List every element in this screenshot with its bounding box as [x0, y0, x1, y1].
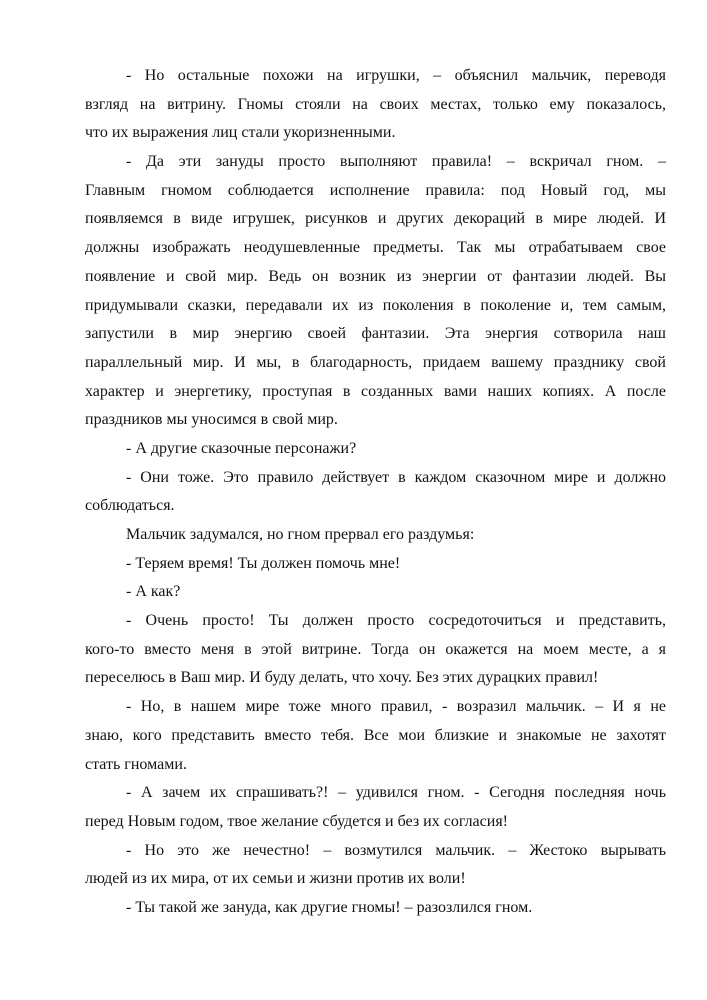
text-line: Мальчик задумался, но гном прервал его раздумья:	[126, 526, 475, 543]
text-line: стать гномами.	[85, 755, 187, 773]
text-line: Главным гномом соблюдается исполнение правила: под Новый год, мы	[85, 181, 666, 199]
paragraph	[85, 62, 666, 148]
text-line: - Но остальные похожи на игрушки, – объяснил мальчик, переводя	[126, 67, 666, 84]
text-line: переселюсь в Ваш мир. И буду делать, что хочу. Без этих дурацких правил!	[85, 669, 599, 687]
text-line: появление и свой мир. Ведь он возник из энергии от фантазии людей. Вы	[85, 267, 666, 285]
story-text	[85, 62, 666, 923]
text-line: - Но, в нашем мире тоже много правил, - возразил мальчик. – И я не	[126, 698, 666, 716]
paragraph	[85, 607, 666, 693]
paragraph	[85, 837, 666, 894]
text-line: - Они тоже. Это правило действует в каждом сказочном мире и должно	[126, 468, 666, 486]
text-line: запустили в мир энергию своей фантазии. Эта энергия сотворила наш	[85, 325, 666, 343]
text-line: появляемся в виде игрушек, рисунков и других декораций в мире людей. И	[85, 210, 666, 228]
text-line: знаю, кого представить вместо тебя. Все мои близкие и знакомые не захотят	[85, 726, 666, 744]
text-line: - Но это же нечестно! – возмутился мальчик. – Жестоко вырывать	[126, 841, 666, 859]
text-line: придумывали сказки, передавали их из поколения в поколение и, тем самым,	[85, 296, 666, 314]
paragraph	[85, 578, 666, 607]
text-line: - А как?	[126, 583, 181, 601]
text-line: - Теряем время! Ты должен помочь мне!	[126, 554, 401, 572]
paragraph	[85, 779, 666, 836]
text-line: людей из их мира, от их семьи и жизни против их воли!	[85, 870, 466, 888]
text-line: взгляд на витрину. Гномы стояли на своих местах, только ему показалось,	[85, 95, 666, 113]
text-line: соблюдаться.	[85, 497, 175, 515]
paragraph	[85, 464, 666, 521]
text-line: параллельный мир. И мы, в благодарность, придаем вашему празднику свой	[85, 353, 666, 371]
text-line: должны изображать неодушевленные предметы. Так мы отрабатываем свое	[85, 239, 666, 257]
paragraph	[85, 435, 666, 464]
text-line: праздников мы уносимся в свой мир.	[85, 411, 338, 429]
text-line: - Очень просто! Ты должен просто сосредоточиться и представить,	[126, 612, 666, 630]
paragraph	[85, 148, 666, 435]
text-line: - Ты такой же зануда, как другие гномы! – разозлился гном.	[126, 898, 533, 916]
paragraph	[85, 521, 666, 550]
text-line: перед Новым годом, твое желание сбудется и без их согласия!	[85, 812, 509, 830]
text-line: - А зачем их спрашивать?! – удивился гном. - Сегодня последняя ночь	[126, 784, 666, 802]
text-line: что их выражения лиц стали укоризненными.	[85, 124, 396, 142]
paragraph	[85, 550, 666, 579]
text-line: - А другие сказочные персонажи?	[126, 439, 357, 457]
text-line: - Да эти зануды просто выполняют правила! – вскричал гном. –	[126, 153, 666, 171]
paragraph	[85, 693, 666, 779]
text-line: кого-то вместо меня в этой витрине. Тогда он окажется на моем месте, а я	[85, 640, 666, 658]
paragraph	[85, 894, 666, 923]
text-line: характер и энергетику, проступая в созданных вами наших копиях. А после	[85, 382, 666, 400]
